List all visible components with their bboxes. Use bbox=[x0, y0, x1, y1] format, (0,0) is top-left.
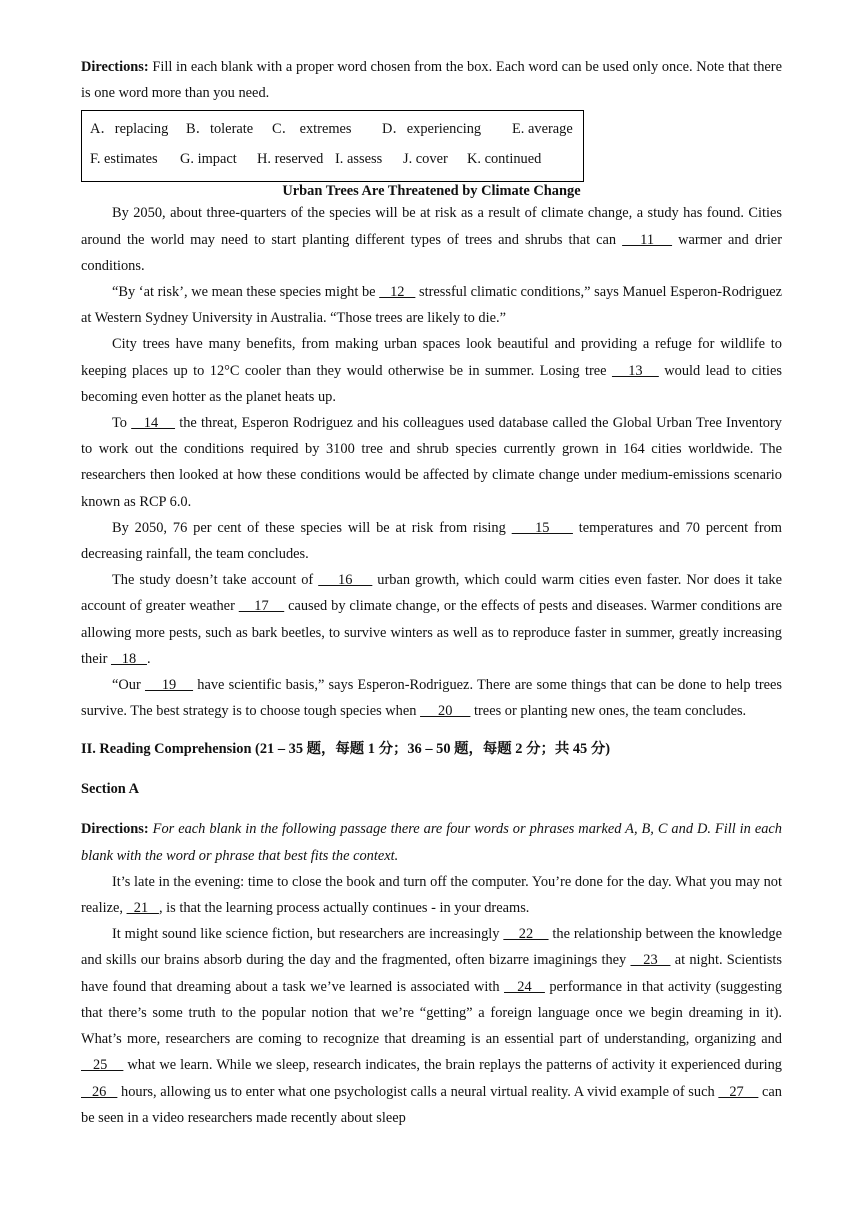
blank-18: 18 bbox=[110, 650, 147, 667]
directions-label: Directions: bbox=[81, 821, 149, 838]
word-option: G. impact bbox=[180, 151, 237, 168]
directions-2 bbox=[81, 816, 782, 868]
paragraph: By 2050, 76 per cent of these species will be at risk from rising 15 temperatures and 70 percent from decreasing rainfall, the team concludes. bbox=[81, 519, 782, 563]
paragraph: “By ‘at risk’, we mean these species might be 12 stressful climatic conditions,” says Manuel Esperon-Rodriguez at Western Sydney University in Australia. “Those trees are likely to die.” bbox=[81, 284, 783, 327]
blank-16: 16 bbox=[318, 572, 373, 589]
word-box bbox=[81, 110, 584, 182]
word-option: J. cover bbox=[403, 151, 448, 168]
word-option: E. average bbox=[512, 121, 573, 138]
blank-23: 23 bbox=[630, 952, 671, 969]
blank-22: 22 bbox=[503, 926, 549, 943]
blank-26: 26 bbox=[81, 1083, 118, 1100]
word-option: C． extremes bbox=[272, 121, 352, 138]
blank-24: 24 bbox=[504, 978, 545, 995]
word-option: A．replacing bbox=[90, 121, 169, 138]
paragraph: It might sound like science fiction, but researchers are increasingly 22 the relationship between the knowledge and skills our brains absorb during the day and the fragmented, often bizarre imaginings they 23 at night. Scientists have found that dreaming about a task we’ve learned is associated with 24 performance in that activity (suggesting that there’s some truth to the popular notion that we’re “getting” a foreign language once we begin dreaming in it). What’s more, researchers are coming to recognize that dreaming is an essential part of understanding, organizing and 25 what we learn. While we sleep, research indicates, the brain replays the patterns of activity it experienced during 26 hours, allowing us to enter what one psychologist calls a neural virtual reality. A vivid example of such 27 can be seen in a video researchers made recently about sleep bbox=[81, 926, 783, 1126]
word-box-row-2 bbox=[90, 144, 575, 174]
word-option: D．experiencing bbox=[382, 121, 482, 138]
blank-17: 17 bbox=[238, 598, 285, 615]
paragraph: By 2050, about three-quarters of the species will be at risk as a result of climate change, a study has found. Cities around the world may need to start planting different types of trees and shrubs that can 11 warmer and drier conditions. bbox=[81, 205, 782, 274]
directions-text: For each blank in the following passage there are four words or phrases marked A, B, C and D. Fill in each blank with the word or phrase that best fits the context. bbox=[81, 821, 782, 864]
blank-20: 20 bbox=[420, 703, 471, 720]
blank-21: 21 bbox=[126, 900, 159, 917]
directions-1 bbox=[81, 54, 782, 106]
paragraph: “Our 19 have scientific basis,” says Esperon-Rodriguez. There are some things that can be done to help trees survive. The best strategy is to choose tough species when 20 trees or planting new ones, the team concludes. bbox=[81, 677, 782, 720]
directions-label: Directions: bbox=[81, 59, 149, 75]
paragraph: City trees have many benefits, from making urban spaces look beautiful and providing a refuge for wildlife to keeping places up to 12°C cooler than they would otherwise be in summer. Losing tree 13 would lead to cities becoming even hotter as the planet heats up. bbox=[81, 336, 782, 405]
blank-12: 12 bbox=[379, 284, 416, 301]
blank-19: 19 bbox=[144, 677, 194, 694]
blank-27: 27 bbox=[718, 1083, 759, 1100]
section-a-heading: Section A bbox=[81, 781, 139, 798]
word-option: B．tolerate bbox=[186, 121, 254, 138]
document-page bbox=[81, 54, 782, 1131]
word-option: F. estimates bbox=[90, 151, 158, 168]
passage-title: Urban Trees Are Threatened by Climate Change bbox=[282, 183, 581, 200]
word-box-row-1 bbox=[90, 114, 575, 144]
paragraph: It’s late in the evening: time to close the book and turn off the computer. You’re done for the day. What you may not realize, 21 , is that the learning process actually continues - in your dreams. bbox=[81, 873, 782, 917]
word-option: H. reserved bbox=[257, 151, 324, 168]
blank-13: 13 bbox=[611, 362, 659, 379]
word-option: K. continued bbox=[467, 151, 542, 168]
section-heading: II. Reading Comprehension (21 – 35 题，每题 1 分；36 – 50 题，每题 2 分；共 45 分) bbox=[81, 741, 611, 758]
paragraph: To 14 the threat, Esperon Rodriguez and his colleagues used database called the Global Urban Tree Inventory to work out the conditions required by 3100 tree and shrub species currently grown in 164 cities worldwide. The researchers then looked at how these conditions would be affected by climate change under medium-emissions scenario known as RCP 6.0. bbox=[81, 415, 782, 510]
directions-text: Fill in each blank with a proper word chosen from the box. Each word can be used only once. Note that there is one word more than you need. bbox=[81, 59, 782, 102]
blank-15: 15 bbox=[511, 519, 573, 536]
blank-14: 14 bbox=[131, 415, 176, 432]
word-option: I. assess bbox=[335, 151, 383, 168]
blank-25: 25 bbox=[81, 1057, 124, 1074]
paragraph: The study doesn’t take account of 16 urban growth, which could warm cities even faster. Nor does it take account of greater weather 17 caused by climate change, or the effects of pests and diseases. Warmer conditions are allowing more pests, such as bark beetles, to survive winters as well as to reproduce faster in summer, greatly increasing their 18 . bbox=[81, 572, 783, 667]
blank-11: 11 bbox=[622, 231, 673, 248]
